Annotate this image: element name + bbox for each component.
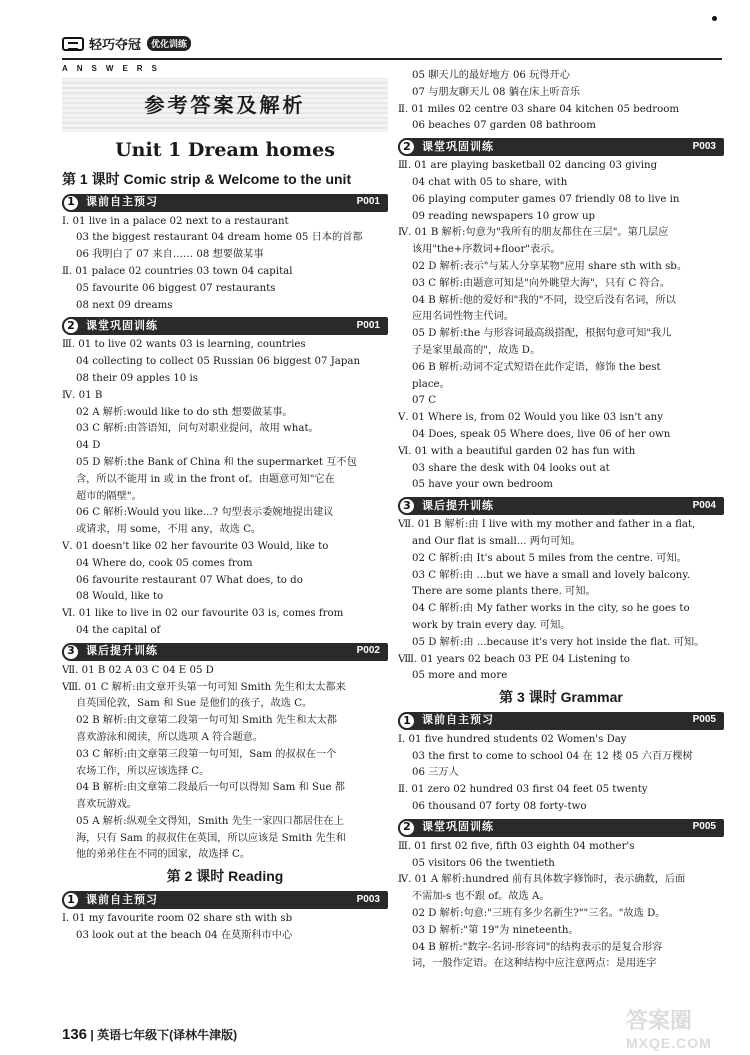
section-number-badge: 2 xyxy=(398,138,416,156)
section-title: 课前自主预习 xyxy=(86,892,158,906)
answer-line: work by train every day. 可知。 xyxy=(412,619,571,631)
footer-divider: | xyxy=(90,1028,98,1042)
answer-line: 05 聊天儿的最好地方 06 玩得开心 xyxy=(412,70,570,81)
answer-line: 02 C 解析:由 It's about 5 miles from the centre. 可知。 xyxy=(412,552,687,564)
answer-line: 04 Where do, cook 05 comes from xyxy=(76,557,253,569)
section-title: 课堂巩固训练 xyxy=(422,139,494,153)
book-title: 英语七年级下(译林牛津版) xyxy=(97,1028,238,1042)
answer-line: 农场工作，所以应该选择 C。 xyxy=(76,765,210,777)
section-page-code: P001 xyxy=(356,319,380,331)
answer-line: Ⅷ. 01 years 02 beach 03 PE 04 Listening to xyxy=(398,653,630,665)
answer-line: 03 C 解析:由题意可知是"向外眺望大海"，只有 C 符合。 xyxy=(412,277,671,289)
answer-line: 他的弟弟住在不同的国家，故选择 C。 xyxy=(76,849,251,861)
section-number-badge: 3 xyxy=(398,497,416,515)
answer-line: 05 visitors 06 the twentieth xyxy=(412,857,555,869)
answer-line: 04 B 解析:"数字-名词-形容词"的结构表示的是复合形容 xyxy=(412,941,663,953)
answer-line: 05 D 解析:the Bank of China 和 the supermarket 互不包 xyxy=(76,456,357,468)
section-number-badge: 3 xyxy=(62,643,80,661)
page-footer xyxy=(62,1026,237,1043)
answer-line: Ⅳ. 01 B 解析:句意为"我所有的朋友都住在三层"。第几层应 xyxy=(398,227,669,239)
page-header xyxy=(0,28,750,73)
answer-line: 04 Does, speak 05 Where does, live 06 of her own xyxy=(412,428,671,440)
section-number-badge: 1 xyxy=(62,891,80,909)
answer-line: 或请求，用 some，不用 any，故选 C。 xyxy=(76,524,262,536)
answer-line: 06 B 解析:动词不定式短语在此作定语，修饰 the best xyxy=(412,361,661,373)
section-title: 课堂巩固训练 xyxy=(422,820,494,834)
brand-icon xyxy=(62,37,84,51)
answer-line: Ⅲ. 01 are playing basketball 02 dancing 03 giving xyxy=(398,160,658,172)
section-number-badge: 1 xyxy=(398,712,416,730)
page-number: 136 xyxy=(62,1026,88,1043)
lesson-heading: 第 1 课时 Comic strip & Welcome to the unit xyxy=(62,170,352,187)
answer-line: 04 C 解析:由 My father works in the city, so he goes to xyxy=(412,603,690,615)
watermark-url: MXQE.COM xyxy=(626,1035,712,1051)
answer-line: 08 Would, like to xyxy=(76,591,164,603)
section-page-code: P005 xyxy=(692,714,716,726)
answer-line: 不需加-s 也不跟 of。故选 A。 xyxy=(412,891,550,903)
answer-line: Ⅴ. 01 Where is, from 02 Would you like 03 isn't any xyxy=(398,412,663,424)
answer-line: 海，只有 Sam 的叔叔住在英国，所以应该是 Smith 先生和 xyxy=(76,832,346,844)
section-header xyxy=(398,138,724,156)
answer-line: 05 have your own bedroom xyxy=(412,479,553,491)
answer-line: 03 D 解析:"第 19"为 nineteenth。 xyxy=(412,924,579,936)
answer-line: 应用名词性物主代词。 xyxy=(412,311,514,323)
lesson-heading: 第 3 课时 Grammar xyxy=(499,689,623,706)
answer-line: place。 xyxy=(412,378,450,390)
section-number-badge: 2 xyxy=(62,317,80,335)
lesson-heading: 第 2 课时 Reading xyxy=(166,868,284,885)
answer-line: 02 D 解析:表示"与某人分享某物"应用 share sth with sb。 xyxy=(412,260,688,272)
section-number-badge: 2 xyxy=(398,819,416,837)
answer-line: 05 D 解析:the 与形容词最高级搭配，根据句意可知"我儿 xyxy=(412,328,672,340)
answer-line: Ⅲ. 01 first 02 five, fifth 03 eighth 04 mother's xyxy=(398,840,635,852)
answer-line: 03 C 解析:由文章第三段第一句可知，Sam 的叔叔在一个 xyxy=(76,748,337,760)
answer-line: Ⅷ. 01 C 解析:由文章开头第一句可知 Smith 先生和太太都来 xyxy=(62,681,346,693)
answer-line: Ⅰ. 01 my favourite room 02 share sth with sb xyxy=(62,913,293,925)
section-page-code: P002 xyxy=(356,645,380,657)
answer-line: There are some plants there. 可知。 xyxy=(412,586,596,598)
section-header xyxy=(62,194,388,212)
answer-line: Ⅰ. 01 five hundred students 02 Women's Day xyxy=(398,733,627,745)
answer-line: Ⅳ. 01 B xyxy=(62,389,103,401)
section-header xyxy=(62,317,388,335)
answer-line: Ⅶ. 01 B 02 A 03 C 04 E 05 D xyxy=(62,664,214,676)
answer-line: 子是家里最高的"，故选 D。 xyxy=(412,344,541,356)
answer-line: 07 C xyxy=(412,395,436,407)
answer-line: Ⅱ. 01 palace 02 countries 03 town 04 capital xyxy=(62,265,293,277)
answer-line: 该用"the+序数词+floor"表示。 xyxy=(412,244,561,256)
answer-line: 03 C 解析:由 ...but we have a small and lovely balcony. xyxy=(412,569,690,581)
left-column xyxy=(62,78,388,945)
header-rule xyxy=(62,58,722,60)
corner-dot xyxy=(712,16,717,21)
answer-line: 08 their 09 apples 10 is xyxy=(76,372,199,384)
answers-label: ANSWERS xyxy=(62,64,166,73)
title-banner xyxy=(62,78,388,132)
answer-line: and Our flat is small... 两句可知。 xyxy=(412,535,581,547)
answer-line: 09 reading newspapers 10 grow up xyxy=(412,210,596,222)
answer-line: Ⅰ. 01 live in a palace 02 next to a restaurant xyxy=(62,215,289,227)
answer-line: 08 next 09 dreams xyxy=(76,299,173,311)
answer-line: 词，一般作定语。在这种结构中应注意两点：是用连字 xyxy=(412,958,657,970)
answer-line: 05 A 解析:纵观全文得知，Smith 先生一家四口都居住在上 xyxy=(76,815,344,827)
answer-line: Ⅱ. 01 zero 02 hundred 03 first 04 feet 05 twenty xyxy=(398,784,648,796)
answer-line: 03 look out at the beach 04 在莫斯科市中心 xyxy=(76,929,293,941)
answer-line: 06 我明白了 07 来自…… 08 想要做某事 xyxy=(76,249,264,261)
page-title: 参考答案及解析 xyxy=(144,92,306,117)
answer-line: 04 chat with 05 to share, with xyxy=(412,176,568,188)
answer-line: 06 C 解析:Would you like...? 句型表示委婉地提出建议 xyxy=(76,507,334,519)
section-header xyxy=(398,819,724,837)
section-header xyxy=(398,712,724,730)
left-body xyxy=(62,171,388,945)
answer-line: 06 playing computer games 07 friendly 08 to live in xyxy=(412,193,680,205)
section-title: 课前自主预习 xyxy=(86,195,158,209)
answer-line: 02 B 解析:由文章第二段第一句可知 Smith 先生和太太都 xyxy=(76,715,337,727)
answer-line: 06 thousand 07 forty 08 forty-two xyxy=(412,801,587,813)
section-title: 课堂巩固训练 xyxy=(86,318,158,332)
section-header xyxy=(62,643,388,661)
section-header xyxy=(62,891,388,909)
answer-line: 超市的隔壁"。 xyxy=(76,490,142,502)
watermark-logo xyxy=(626,1004,744,1052)
answer-line: Ⅱ. 01 miles 02 centre 03 share 04 kitchen 05 bedroom xyxy=(398,103,680,115)
section-title: 课前自主预习 xyxy=(422,713,494,727)
brand-tag: 优化训练 xyxy=(147,36,191,51)
section-title: 课后提升训练 xyxy=(86,644,158,658)
watermark-text: 答案圈 xyxy=(626,1009,693,1034)
answer-line: 03 C 解析:由答语知，问句对职业提问，故用 what。 xyxy=(76,423,319,435)
answer-line: 喜欢玩游戏。 xyxy=(76,799,138,811)
answer-line: 03 the first to come to school 04 在 12 楼 05 六百万棵树 xyxy=(412,750,693,762)
section-page-code: P003 xyxy=(692,140,716,152)
section-page-code: P001 xyxy=(356,196,380,208)
answer-line: 04 B 解析:他的爱好和"我的"不同，设空后没有名词，所以 xyxy=(412,294,676,306)
section-title: 课后提升训练 xyxy=(422,498,494,512)
answer-line: 06 beaches 07 garden 08 bathroom xyxy=(412,120,596,132)
answer-line: Ⅵ. 01 like to live in 02 our favourite 03 is, comes from xyxy=(62,608,344,620)
section-page-code: P003 xyxy=(356,893,380,905)
answer-line: 06 favourite restaurant 07 What does, to do xyxy=(76,574,303,586)
answer-line: 07 与朋友聊天儿 08 躺在床上听音乐 xyxy=(412,86,581,98)
answer-line: Ⅵ. 01 with a beautiful garden 02 has fun with xyxy=(398,445,636,457)
answer-line: Ⅳ. 01 A 解析:hundred 前有具体数字修饰时，表示确数，后面 xyxy=(398,874,686,886)
answer-line: 喜欢游泳和阅读，所以选项 A 符合题意。 xyxy=(76,731,264,743)
brand-name: 轻巧夺冠 xyxy=(89,37,142,52)
answer-line: 06 三万人 xyxy=(412,767,459,779)
section-page-code: P004 xyxy=(692,499,716,511)
section-number-badge: 1 xyxy=(62,194,80,212)
answer-line: Ⅲ. 01 to live 02 wants 03 is learning, countries xyxy=(62,339,306,351)
right-column xyxy=(398,68,724,973)
answer-line: 05 more and more xyxy=(412,670,508,682)
answer-line: 03 the biggest restaurant 04 dream home 05 日本的首都 xyxy=(76,232,363,244)
answer-line: Ⅴ. 01 doesn't like 02 her favourite 03 Would, like to xyxy=(62,540,329,552)
answer-line: 04 collecting to collect 05 Russian 06 biggest 07 Japan xyxy=(76,356,361,368)
section-header xyxy=(398,497,724,515)
answer-line: Ⅶ. 01 B 解析:由 I live with my mother and father in a flat, xyxy=(398,519,696,531)
answer-line: 02 D 解析:句意:"三班有多少名新生?""三名。"故选 D。 xyxy=(412,908,666,920)
answer-line: 05 D 解析:由 ...because it's very hot inside the flat. 可知。 xyxy=(412,636,705,648)
right-body xyxy=(398,68,724,973)
answer-line: 04 D xyxy=(76,440,101,452)
answer-line: 04 the capital of xyxy=(76,624,161,636)
answer-line: 04 B 解析:由文章第二段最后一句可以得知 Sam 和 Sue 都 xyxy=(76,782,345,794)
answer-line: 含，所以不能用 in 或 in the front of。由题意可知"它在 xyxy=(76,473,335,485)
section-page-code: P005 xyxy=(692,821,716,833)
brand-logo xyxy=(62,34,191,53)
unit-title: Unit 1 Dream homes xyxy=(115,139,335,161)
answer-line: 自英国伦敦，Sam 和 Sue 是他们的孩子，故选 C。 xyxy=(76,698,313,710)
answer-line: 05 favourite 06 biggest 07 restaurants xyxy=(76,282,276,294)
answer-line: 02 A 解析:would like to do sth 想要做某事。 xyxy=(76,406,293,418)
answer-line: 03 share the desk with 04 looks out at xyxy=(412,462,610,474)
